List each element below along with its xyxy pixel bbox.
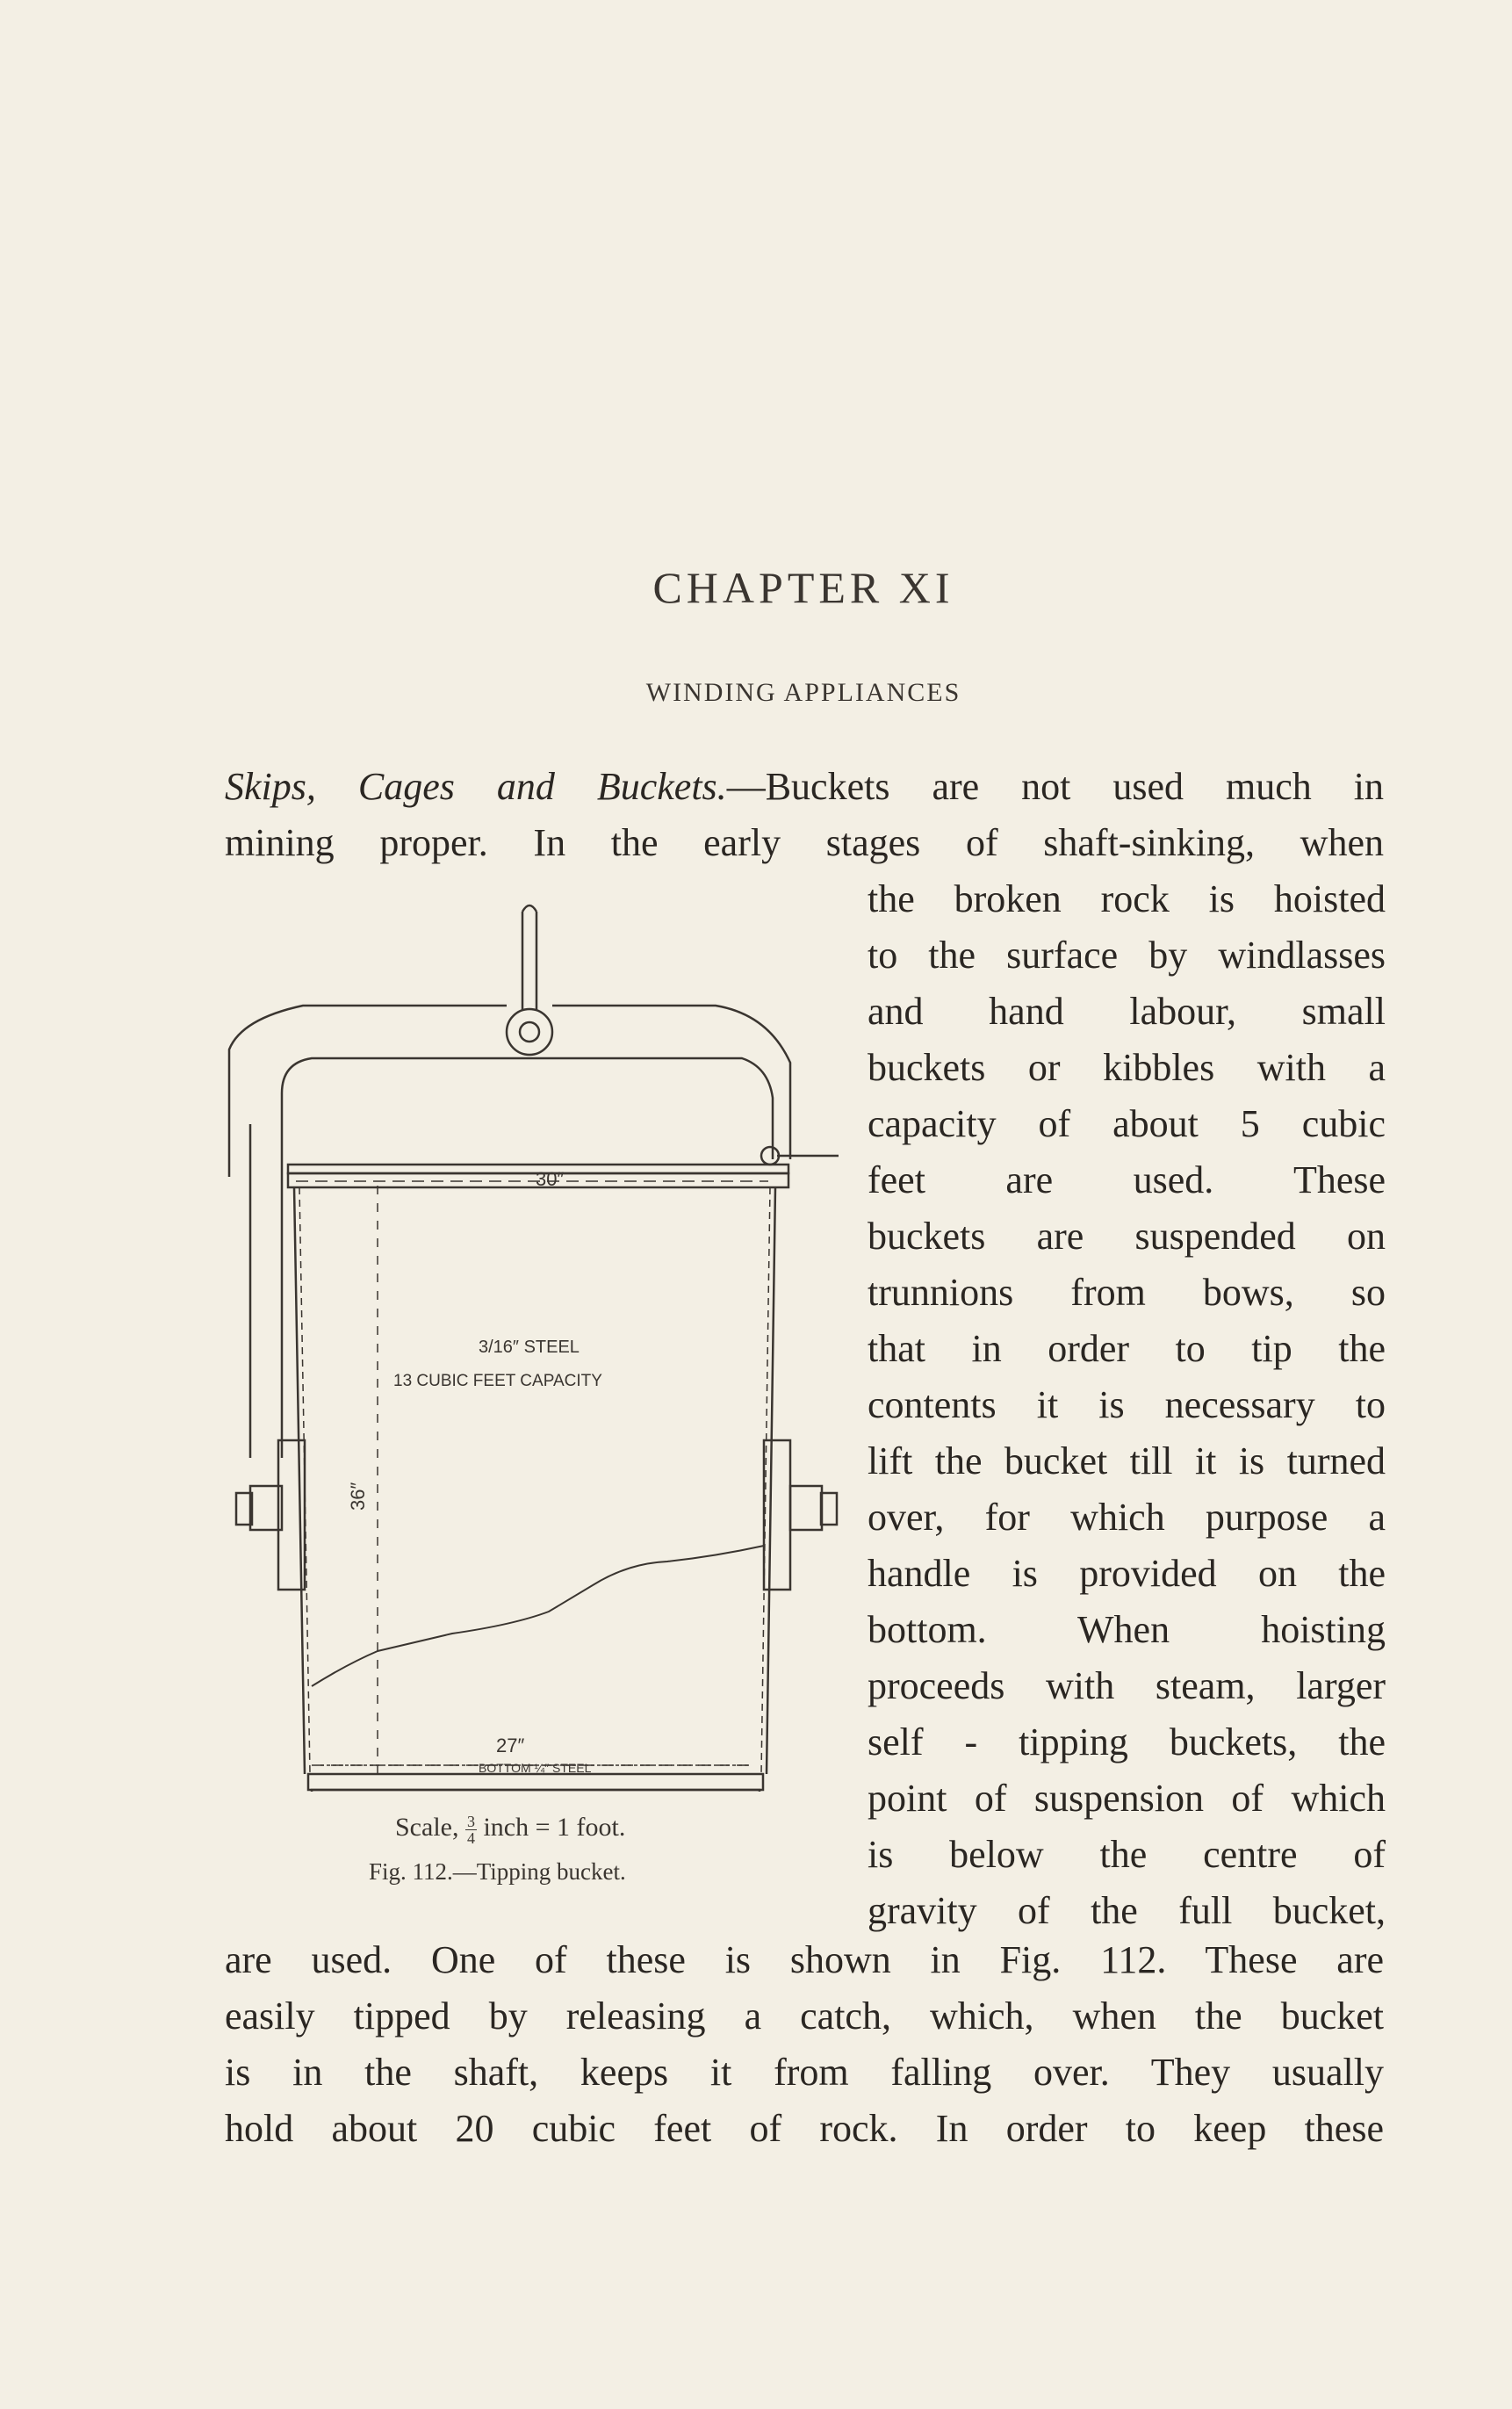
tipping-bucket-figure (224, 896, 856, 1792)
steel-thickness-label: 3/16″ STEEL (479, 1338, 580, 1357)
dim-bottom-label: 27″ (496, 1735, 525, 1756)
body-line-20: is below the centre of (868, 1833, 1386, 1876)
body-line-23: easily tipped by releasing a catch, which, when the bucket (225, 1994, 1384, 2038)
capacity-label: 13 CUBIC FEET CAPACITY (393, 1372, 602, 1390)
body-line-16: bottom. When hoisting (868, 1608, 1386, 1651)
body-line-1 (225, 766, 1384, 811)
body-line-7: capacity of about 5 cubic (868, 1102, 1386, 1145)
body-line-14: over, for which purpose a (868, 1496, 1386, 1539)
scale-suffix: inch = 1 foot. (483, 1813, 626, 1842)
body-line-13: lift the bucket till it is turned (868, 1439, 1386, 1482)
body-line-4: to the surface by windlasses (868, 934, 1386, 977)
figure-scale (395, 1813, 625, 1846)
chapter-title: CHAPTER XI (652, 563, 954, 612)
body-line-17: proceeds with steam, larger (868, 1664, 1386, 1707)
body-line-11: that in order to tip the (868, 1327, 1386, 1370)
body-line-12: contents it is necessary to (868, 1383, 1386, 1426)
body-line-22: are used. One of these is shown in Fig. 112. These are (225, 1938, 1384, 1981)
dim-top-label: 30″ (536, 1168, 565, 1190)
body-line-24: is in the shaft, keeps it from falling over. They usually (225, 2051, 1384, 2094)
body-line-2: mining proper. In the early stages of shaft-sinking, when (225, 821, 1384, 864)
scale-prefix: Scale, (395, 1813, 459, 1842)
bottom-steel-label: BOTTOM ¼″ STEEL (479, 1761, 592, 1775)
body-line-5: and hand labour, small (868, 990, 1386, 1033)
body-line-8: feet are used. These (868, 1158, 1386, 1201)
chapter-subtitle: WINDING APPLIANCES (645, 678, 961, 707)
body-line-15: handle is provided on the (868, 1552, 1386, 1595)
body-line-6: buckets or kibbles with a (868, 1046, 1386, 1089)
body-line-21: gravity of the full bucket, (868, 1889, 1386, 1932)
body-line-10: trunnions from bows, so (868, 1271, 1386, 1314)
body-text: —Buckets are not used much in (726, 765, 1384, 808)
scale-denominator: 4 (466, 1828, 475, 1847)
body-line-3: the broken rock is hoisted (868, 877, 1386, 920)
body-line-18: self - tipping buckets, the (868, 1720, 1386, 1763)
dim-side-label: 36″ (347, 1482, 369, 1511)
figure-caption: Fig. 112.—Tipping bucket. (369, 1858, 626, 1885)
scale-numerator: 3 (466, 1812, 475, 1830)
scale-fraction (465, 1814, 477, 1846)
body-line-9: buckets are suspended on (868, 1215, 1386, 1258)
body-line-19: point of suspension of which (868, 1777, 1386, 1820)
body-line-25: hold about 20 cubic feet of rock. In order to keep these (225, 2107, 1384, 2150)
section-heading: Skips, Cages and Buckets. (225, 765, 727, 808)
